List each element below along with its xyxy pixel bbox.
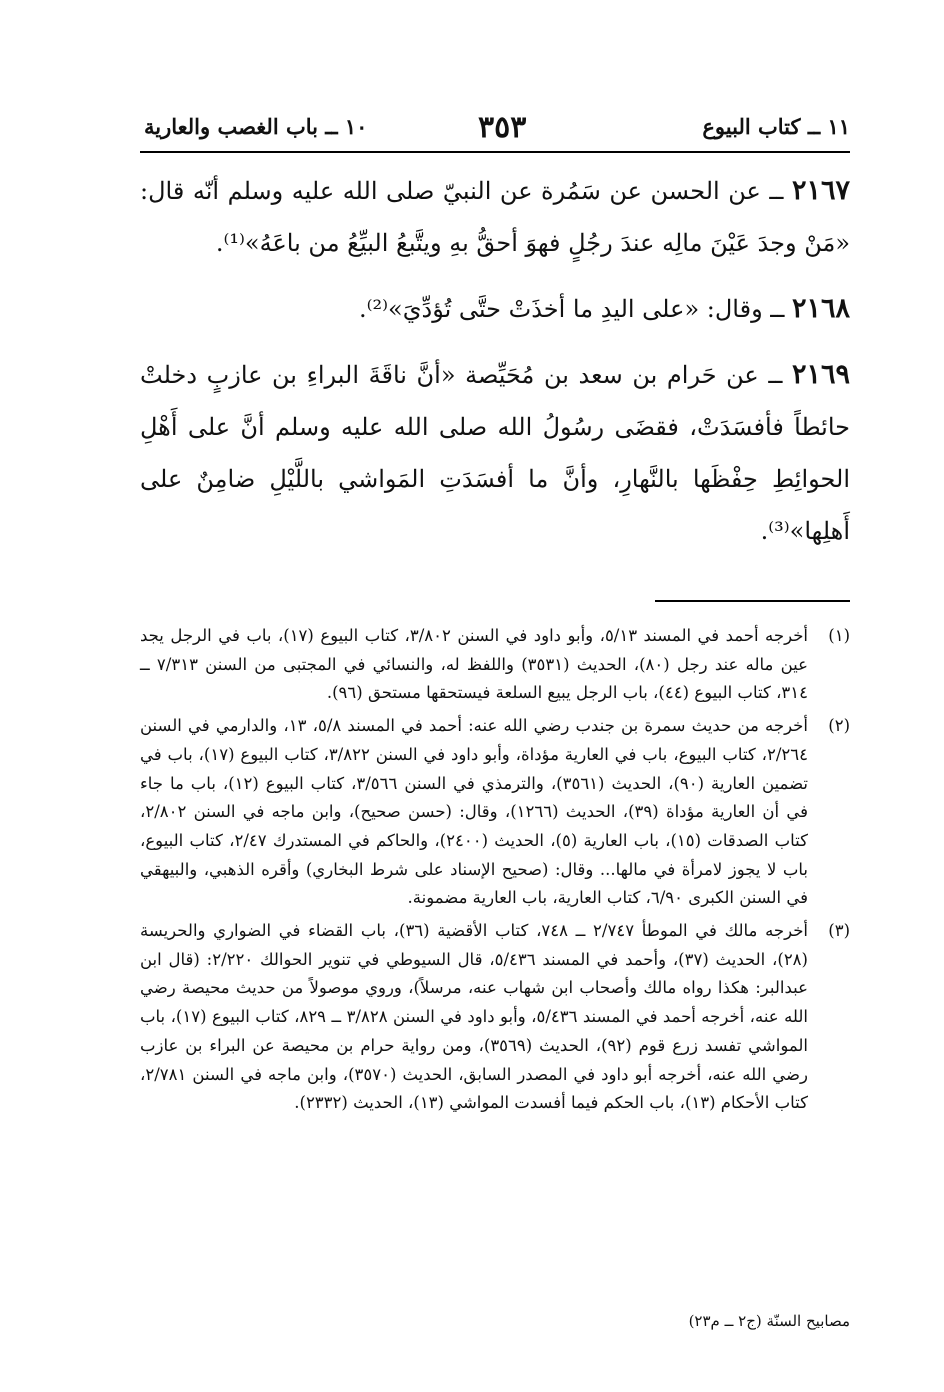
footnote-2 (140, 712, 850, 913)
running-head-chapter: ١٠ ــ باب الغصب والعارية (144, 114, 368, 139)
footnote-number: (١) (828, 626, 850, 645)
hadith-number: ٢١٦٩ (791, 359, 850, 390)
footnote-text: أخرجه مالك في الموطأ ٢/٧٤٧ ــ ٧٤٨، كتاب الأقضية (٣٦)، باب القضاء في الضواري والحريسة (٢٨)، الحديث (٣٧)، وأحمد في المسند ٥/٤٣٦، قال السيوطي في تنوير الحوالك ٢/٢٢٠: (قال ابن عبدالبر: هكذا رواه مالك وأصحاب ابن شهاب عنه، مرسلاً)، وروي موصولاً من حديث محيصة رضي الله عنه، أخرجه أحمد في المسند ٥/٤٣٦، وأبو داود في السنن ٣/٨٢٨ ــ ٨٢٩، كتاب البيوع (١٧)، باب المواشي تفسد زرع قوم (٩٢)، الحديث (٣٥٦٩)، ومن رواية حرام بن محيصة عن البراء بن عازب رضي الله عنه، أخرجه أبو داود في المصدر السابق، الحديث (٣٥٧٠)، وابن ماجه في السنن ٢/٧٨١، كتاب الأحكام (١٣)، باب الحكم فيما أفسدت المواشي (١٣)، الحديث (٢٣٣٢). (140, 921, 808, 1113)
hadith-number: ٢١٦٨ (791, 293, 850, 324)
footnote-3 (140, 917, 850, 1118)
hadith-2168 (140, 283, 850, 335)
hadith-text: ــ وقال: «على اليدِ ما أخذَتْ حتَّى تُؤدِّيَ»⁽²⁾. (358, 295, 792, 323)
page-header (138, 110, 850, 146)
page-number: ٣٥٣ (478, 110, 527, 145)
header-divider (140, 151, 850, 153)
hadith-2167 (140, 165, 850, 269)
footnote-text: أخرجه من حديث سمرة بن جندب رضي الله عنه: أحمد في المسند ٥/٨، ١٣، والدارمي في السنن ٢/٢٦٤، كتاب البيوع، باب في العارية مؤداة، وأبو داود في السنن ٣/٨٢٢، كتاب البيوع (١٧)، باب في تضمين العارية (٩٠)، الحديث (٣٥٦١)، والترمذي في السنن ٣/٥٦٦، كتاب البيوع (١٢)، باب ما جاء في أن العارية مؤداة (٣٩)، الحديث (١٢٦٦)، وقال: (حسن صحيح)، وابن ماجه في السنن ٢/٨٠٢، كتاب الصدقات (١٥)، باب العارية (٥)، الحديث (٢٤٠٠)، والحاكم في المستدرك ٢/٤٧، كتاب البيوع، باب لا يجوز لامرأة في مالها... وقال: (صحيح الإسناد على شرط البخاري) وأقره الذهبي، والبيهقي في السنن الكبرى ٦/٩٠، كتاب العارية، باب العارية مضمونة. (140, 716, 809, 908)
hadith-2169 (140, 349, 850, 557)
hadith-body (140, 165, 850, 557)
footnote-number: (٣) (828, 921, 850, 941)
running-head-book: ١١ ــ كتاب البيوع (702, 114, 850, 139)
footnote-1 (140, 622, 850, 708)
footnote-divider (655, 600, 850, 602)
footnote-number: (٢) (828, 716, 850, 736)
signature-mark: مصابيح السنّة (ج٢ ــ م٢٣) (688, 1312, 850, 1330)
footnotes (140, 622, 850, 1122)
hadith-number: ٢١٦٧ (791, 175, 850, 206)
footnote-text: أخرجه أحمد في المسند ٥/١٣، وأبو داود في السنن ٣/٨٠٢، كتاب البيوع (١٧)، باب في الرجل يجد عين ماله عند رجل (٨٠)، الحديث (٣٥٣١) واللفظ له، والنسائي في المجتبى من السنن ٧/٣١٣ ــ ٣١٤، كتاب البيوع (٤٤)، باب الرجل يبيع السلعة فيستحقها مستحق (٩٦). (140, 626, 808, 703)
hadith-text: ــ عن الحسن عن سَمُرة عن النبيّ صلى الله عليه وسلم أنّه قال: «مَنْ وجدَ عَيْنَ مالِه عندَ رجُلٍ فهوَ أحقُّ بهِ ويتَّبعُ البيِّعُ من باعَهُ»⁽¹⁾. (140, 177, 850, 257)
hadith-text: ــ عن حَرام بن سعد بن مُحَيِّصة «أنَّ ناقَةَ البراءِ بن عازبٍ دخلتْ حائطاً فأفسَدَتْ، فقضَى رسُولُ الله صلى الله عليه وسلم أنَّ على أَهْلِ الحوائِطِ حِفْظَها بالنَّهارِ، وأنَّ ما أفسَدَتِ المَواشي باللَّيْلِ ضامِنٌ على أَهلِها»⁽³⁾. (140, 361, 850, 545)
